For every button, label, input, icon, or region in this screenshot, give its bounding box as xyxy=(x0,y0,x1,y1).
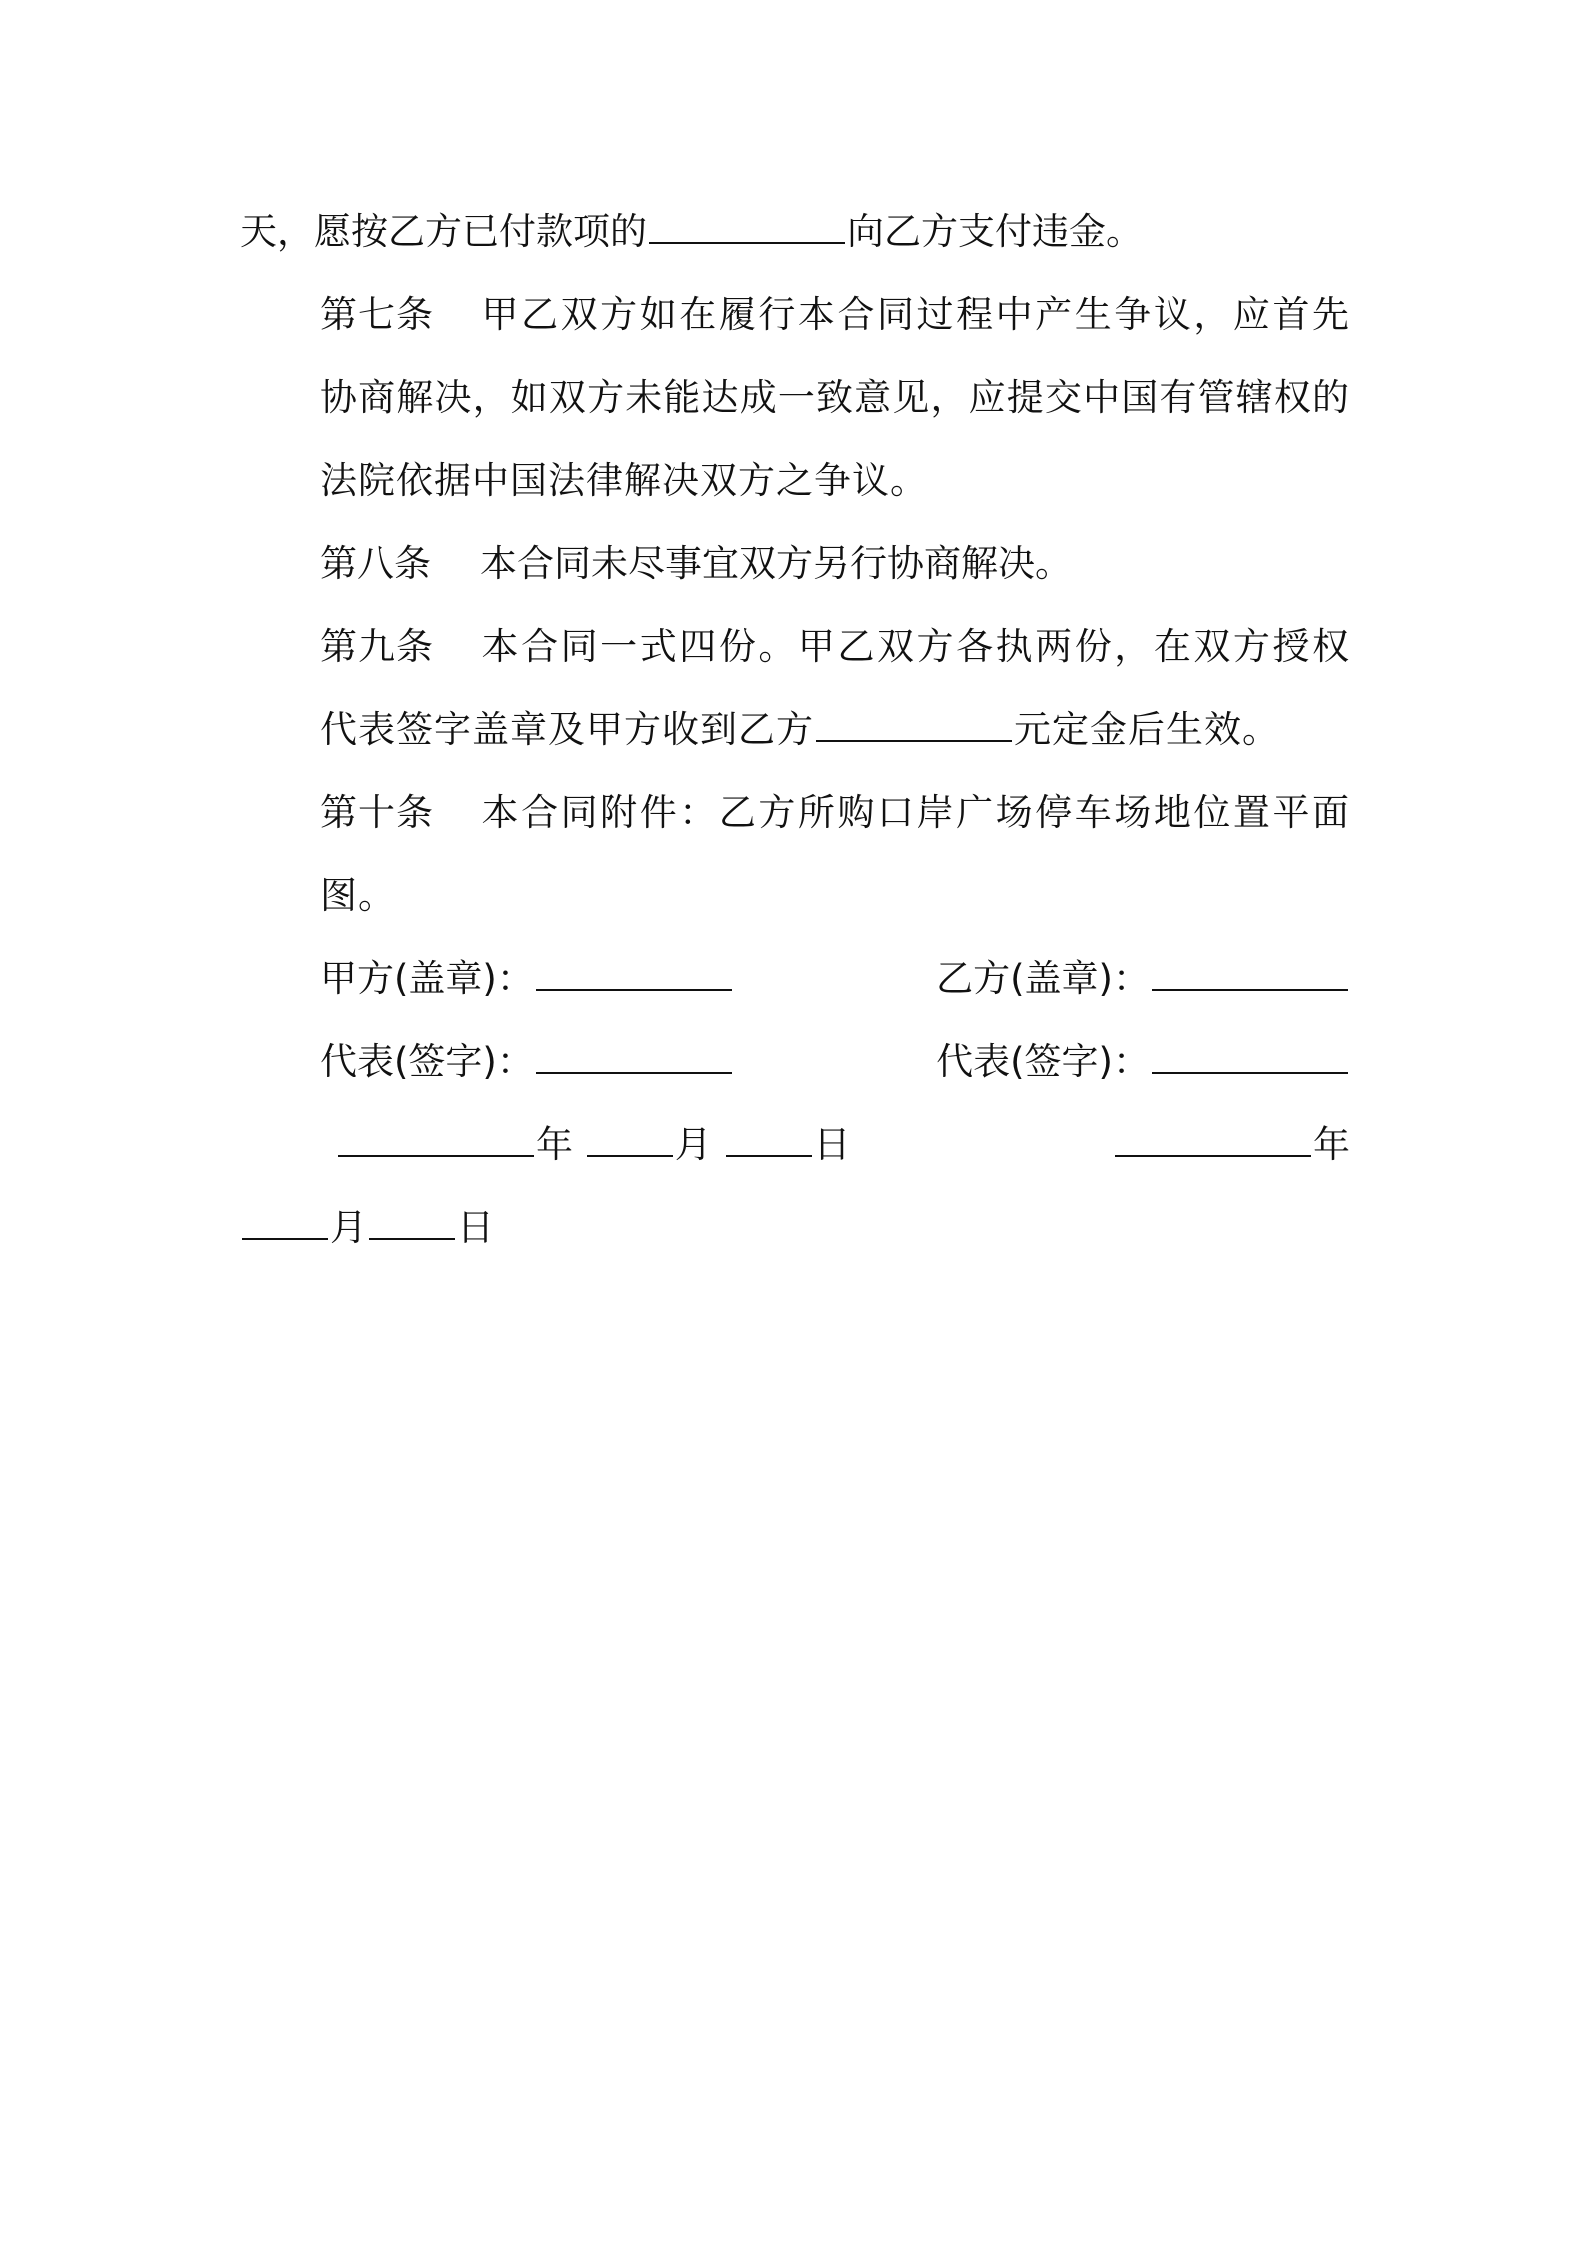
party-b-day-blank xyxy=(369,1202,455,1240)
party-a-year-blank xyxy=(338,1119,534,1157)
party-b-rep-blank xyxy=(1152,1036,1348,1074)
article-9-text-end: 元定金后生效。 xyxy=(1014,708,1280,751)
party-a-month-blank xyxy=(587,1119,673,1157)
article-10-text: 本合同附件：乙方所购口岸广场停车场地位置平面图。 xyxy=(320,791,1350,917)
party-b-month-label: 月 xyxy=(330,1206,367,1249)
article-10 xyxy=(240,771,1350,937)
party-a-day-blank xyxy=(726,1119,812,1157)
party-a-seal-blank xyxy=(536,953,732,991)
party-b-month-blank xyxy=(242,1202,328,1240)
party-b-date-continued xyxy=(240,1186,1350,1269)
party-b-seal xyxy=(936,937,1350,1020)
party-b-year-label: 年 xyxy=(1313,1123,1350,1166)
party-a-date xyxy=(240,1103,851,1186)
deposit-amount-blank xyxy=(816,704,1012,742)
article-8-number: 第八条 xyxy=(320,542,431,585)
party-b-representative xyxy=(936,1020,1350,1103)
party-a-year-label: 年 xyxy=(536,1123,573,1166)
article-7-number: 第七条 xyxy=(320,293,434,336)
party-b-year-blank xyxy=(1115,1119,1311,1157)
article-7 xyxy=(240,273,1350,522)
penalty-clause-text: 天，愿按乙方已付款项的 xyxy=(240,210,647,253)
party-b-seal-blank xyxy=(1152,953,1348,991)
party-a-rep-blank xyxy=(536,1036,732,1074)
representative-row xyxy=(240,1020,1350,1103)
article-8 xyxy=(240,522,1350,605)
party-a-representative xyxy=(240,1020,734,1103)
seal-row xyxy=(240,937,1350,1020)
penalty-clause-line xyxy=(240,190,1350,273)
article-9-number: 第九条 xyxy=(320,625,434,668)
party-a-month-label: 月 xyxy=(674,1123,712,1166)
party-b-rep-label: 代表(签字)： xyxy=(936,1040,1150,1083)
party-b-day-label: 日 xyxy=(457,1206,494,1249)
party-a-rep-label: 代表(签字)： xyxy=(320,1040,534,1083)
article-7-text: 甲乙双方如在履行本合同过程中产生争议，应首先协商解决，如双方未能达成一致意见，应提交中国有管辖权的法院依据中国法律解决双方之争议。 xyxy=(320,293,1350,502)
party-b-date-year xyxy=(1113,1103,1350,1186)
date-row xyxy=(240,1103,1350,1186)
article-8-text: 本合同未尽事宜双方另行协商解决。 xyxy=(480,542,1072,585)
contract-body xyxy=(240,190,1350,1269)
penalty-clause-text-end: 向乙方支付违金。 xyxy=(847,210,1143,253)
party-a-seal xyxy=(240,937,734,1020)
party-b-seal-label: 乙方(盖章)： xyxy=(936,957,1150,1000)
party-a-day-label: 日 xyxy=(813,1123,851,1166)
article-10-number: 第十条 xyxy=(320,791,434,834)
article-9 xyxy=(240,605,1350,771)
party-a-seal-label: 甲方(盖章)： xyxy=(320,957,534,1000)
penalty-amount-blank xyxy=(649,206,845,244)
article-9-text: 本合同一式四份。甲乙双方各执两份，在双方授权代表签字盖章及甲方收到乙方 xyxy=(320,625,1350,751)
